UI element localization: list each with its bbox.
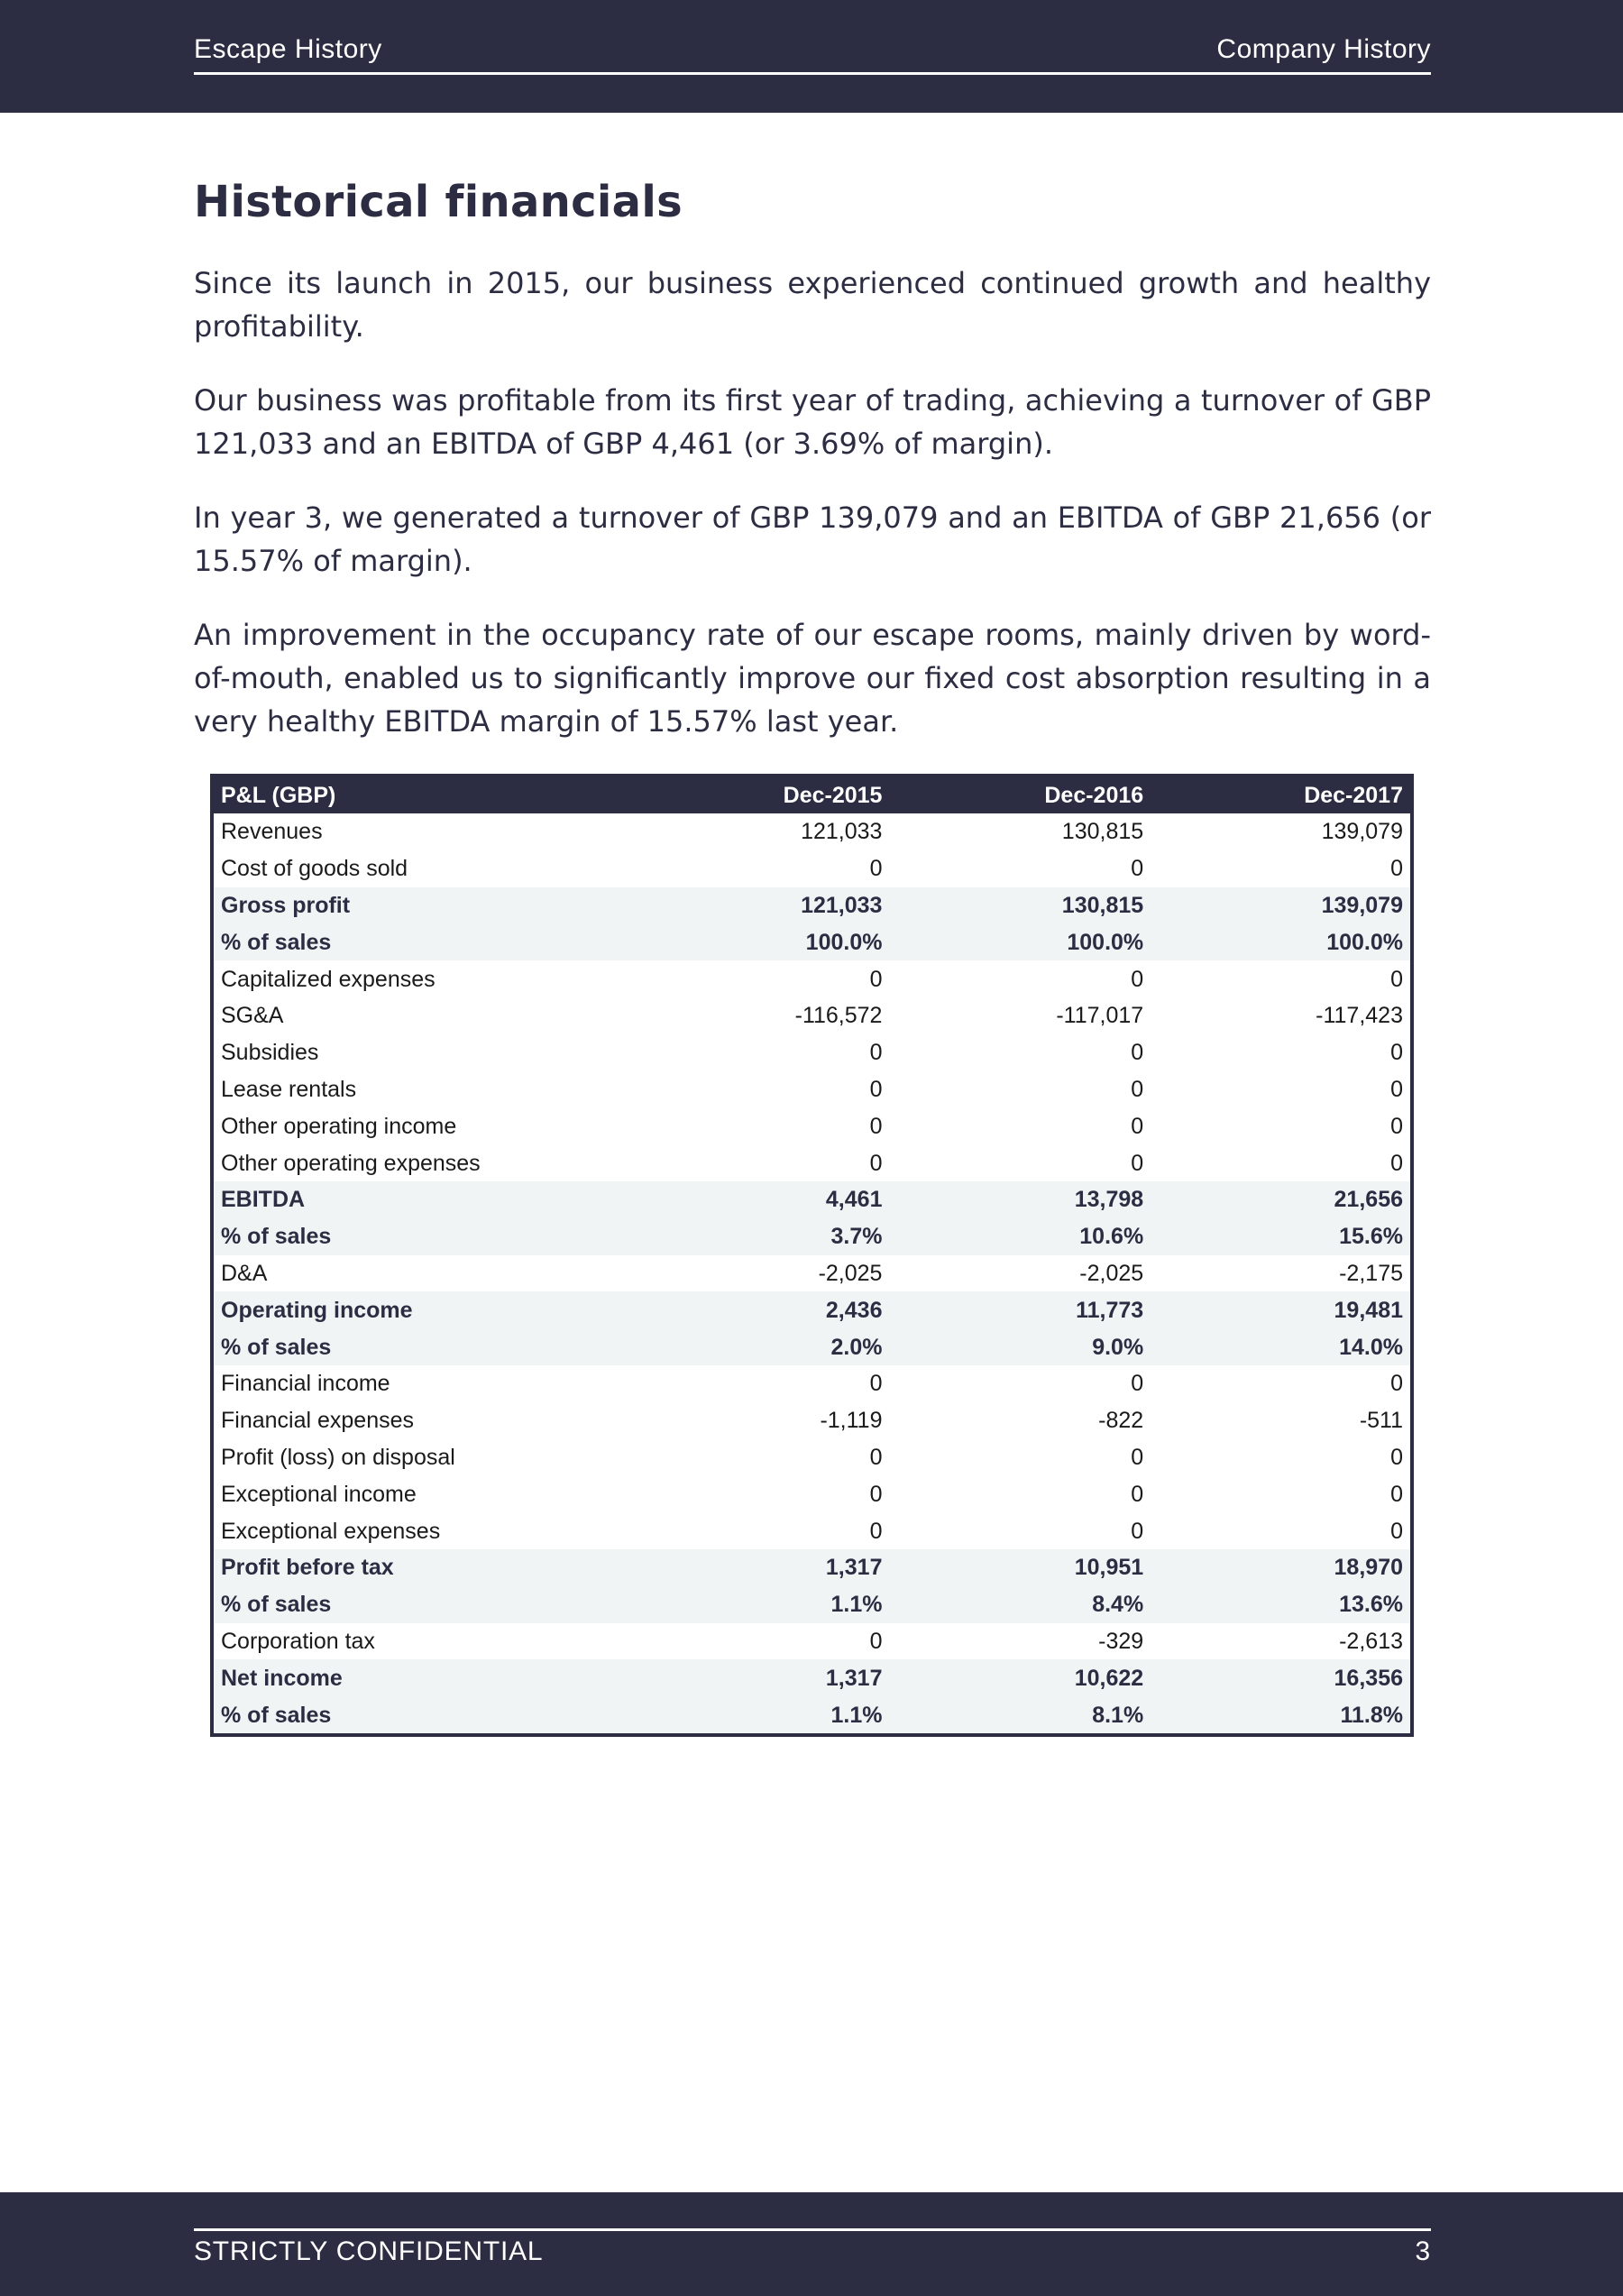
row-value: 139,079	[1151, 887, 1412, 924]
row-value: 0	[869, 1076, 883, 1102]
row-value: 11,773	[889, 1291, 1151, 1328]
row-value: 1,317	[646, 1549, 890, 1586]
table-row	[212, 997, 1412, 1034]
row-value: 10,951	[889, 1549, 1151, 1586]
row-label: Profit (loss) on disposal	[221, 1444, 455, 1470]
table-row	[212, 1144, 1412, 1181]
row-value: 0	[1390, 856, 1403, 882]
row-value: 9.0%	[889, 1328, 1151, 1365]
row-value: 121,033	[801, 819, 883, 845]
row-label: Profit before tax	[212, 1549, 646, 1586]
row-value: 0	[1131, 1444, 1144, 1470]
row-label: Cost of goods sold	[221, 856, 408, 882]
row-value: 21,656	[1151, 1181, 1412, 1218]
table-row	[212, 960, 1412, 997]
row-label: Exceptional expenses	[221, 1518, 441, 1544]
table-row	[212, 1402, 1412, 1439]
row-value: 0	[1390, 1518, 1403, 1544]
page-title: Historical financials	[194, 177, 683, 227]
table-body	[212, 813, 1412, 1735]
page-number: 3	[1415, 2236, 1431, 2266]
row-value: 100.0%	[646, 923, 890, 960]
table-row	[212, 887, 1412, 924]
table-row	[212, 1107, 1412, 1144]
row-label: Other operating expenses	[221, 1150, 481, 1176]
row-label: % of sales	[212, 1696, 646, 1735]
row-label: D&A	[221, 1260, 268, 1286]
row-label: Net income	[212, 1659, 646, 1696]
row-label: SG&A	[221, 1003, 284, 1029]
row-value: -822	[1098, 1408, 1144, 1434]
row-value: 100.0%	[889, 923, 1151, 960]
row-value: 15.6%	[1151, 1218, 1412, 1255]
row-value: 8.1%	[889, 1696, 1151, 1735]
row-value: 0	[869, 1444, 883, 1470]
table-header	[212, 776, 1412, 813]
row-label: Financial income	[221, 1371, 390, 1397]
row-label: Subsidies	[221, 1040, 319, 1066]
table-row	[212, 1365, 1412, 1402]
table-row	[212, 1623, 1412, 1660]
row-value: 121,033	[646, 887, 890, 924]
row-label: Other operating income	[221, 1113, 457, 1139]
row-label: % of sales	[212, 1586, 646, 1623]
row-value: 0	[869, 1040, 883, 1066]
row-value: -2,025	[818, 1260, 883, 1286]
row-value: 0	[1390, 1040, 1403, 1066]
row-value: 0	[869, 1371, 883, 1397]
row-label: Capitalized expenses	[221, 966, 436, 992]
table-row	[212, 1181, 1412, 1218]
row-value: 3.7%	[646, 1218, 890, 1255]
table-row	[212, 1696, 1412, 1735]
table-row	[212, 1439, 1412, 1476]
row-value: 0	[1131, 1040, 1144, 1066]
row-value: -2,613	[1339, 1628, 1403, 1654]
row-value: 14.0%	[1151, 1328, 1412, 1365]
row-value: 0	[1131, 966, 1144, 992]
page-footer	[0, 2192, 1623, 2296]
table-row	[212, 850, 1412, 887]
row-value: 1.1%	[646, 1696, 890, 1735]
row-value: -117,017	[1056, 1003, 1144, 1029]
page-header	[0, 0, 1623, 113]
row-value: 1,317	[646, 1659, 890, 1696]
row-label: Operating income	[212, 1291, 646, 1328]
body-text	[194, 262, 1431, 774]
paragraph: Since its launch in 2015, our business experienced continued growth and healthy profitability.	[194, 266, 1431, 344]
row-value: 16,356	[1151, 1659, 1412, 1696]
row-value: 0	[869, 1518, 883, 1544]
column-header-dec-2015: Dec-2015	[646, 776, 890, 813]
row-value: 0	[1131, 1113, 1144, 1139]
table-row	[212, 1218, 1412, 1255]
table-row	[212, 1328, 1412, 1365]
row-label: EBITDA	[212, 1181, 646, 1218]
row-value: -117,423	[1316, 1003, 1403, 1029]
row-value: 1.1%	[646, 1586, 890, 1623]
column-header-label: P&L (GBP)	[212, 776, 646, 813]
table-row	[212, 1512, 1412, 1549]
row-label: Gross profit	[212, 887, 646, 924]
table-row	[212, 1549, 1412, 1586]
row-value: 0	[869, 856, 883, 882]
table-header-row	[212, 776, 1412, 813]
row-value: 2.0%	[646, 1328, 890, 1365]
row-value: 13,798	[889, 1181, 1151, 1218]
row-label: Revenues	[221, 819, 323, 845]
row-label: % of sales	[212, 1328, 646, 1365]
row-value: 8.4%	[889, 1586, 1151, 1623]
row-label: % of sales	[212, 1218, 646, 1255]
row-value: 2,436	[646, 1291, 890, 1328]
pl-table	[210, 774, 1414, 1737]
row-value: 0	[869, 1481, 883, 1507]
table-row	[212, 813, 1412, 850]
row-value: -511	[1359, 1408, 1403, 1434]
row-value: 0	[1131, 1150, 1144, 1176]
row-value: 139,079	[1321, 819, 1403, 845]
row-value: 0	[1131, 856, 1144, 882]
paragraph: An improvement in the occupancy rate of our escape rooms, mainly driven by word-of-mouth, enabled us to significantly improve our fixed cost absorption resulting in a very healthy EBITDA margin of 15.57% last year.	[194, 618, 1431, 739]
table-row	[212, 1291, 1412, 1328]
row-label: Financial expenses	[221, 1408, 415, 1434]
row-value: 0	[869, 966, 883, 992]
row-value: 4,461	[646, 1181, 890, 1218]
row-value: 0	[1131, 1371, 1144, 1397]
table-row	[212, 1659, 1412, 1696]
row-value: 0	[1390, 1076, 1403, 1102]
table-row	[212, 1255, 1412, 1292]
row-value: 0	[1390, 1481, 1403, 1507]
row-value: -329	[1098, 1628, 1144, 1654]
row-value: 0	[1131, 1518, 1144, 1544]
row-value: 0	[1390, 1371, 1403, 1397]
row-value: 10.6%	[889, 1218, 1151, 1255]
column-header-dec-2016: Dec-2016	[889, 776, 1151, 813]
header-company-name: Escape History	[194, 34, 382, 64]
row-label: Corporation tax	[221, 1628, 375, 1654]
row-value: -2,175	[1339, 1260, 1403, 1286]
row-value: 18,970	[1151, 1549, 1412, 1586]
row-value: 100.0%	[1151, 923, 1412, 960]
row-value: -116,572	[794, 1003, 883, 1029]
row-value: 0	[869, 1628, 883, 1654]
row-label: Lease rentals	[221, 1076, 357, 1102]
table-row	[212, 1586, 1412, 1623]
row-value: 0	[1390, 1150, 1403, 1176]
row-value: 0	[1390, 1113, 1403, 1139]
row-value: 0	[869, 1113, 883, 1139]
row-value: -2,025	[1079, 1260, 1144, 1286]
row-value: 13.6%	[1151, 1586, 1412, 1623]
row-value: 0	[869, 1150, 883, 1176]
table-row	[212, 1071, 1412, 1108]
row-value: 19,481	[1151, 1291, 1412, 1328]
header-section-title: Company History	[1216, 34, 1431, 64]
row-label: Exceptional income	[221, 1481, 417, 1507]
row-value: 10,622	[889, 1659, 1151, 1696]
table-row	[212, 923, 1412, 960]
row-value: 130,815	[1061, 819, 1144, 845]
paragraph: In year 3, we generated a turnover of GBP 139,079 and an EBITDA of GBP 21,656 (or 15.57% of margin).	[194, 501, 1431, 578]
header-bar	[194, 32, 1431, 75]
table-row	[212, 1475, 1412, 1512]
row-value: 0	[1131, 1481, 1144, 1507]
row-value: 0	[1390, 1444, 1403, 1470]
row-value: 0	[1390, 966, 1403, 992]
row-label: % of sales	[212, 923, 646, 960]
row-value: 130,815	[889, 887, 1151, 924]
row-value: 0	[1131, 1076, 1144, 1102]
row-value: 11.8%	[1151, 1696, 1412, 1735]
paragraph: Our business was profitable from its first year of trading, achieving a turnover of GBP 121,033 and an EBITDA of GBP 4,461 (or 3.69% of margin).	[194, 383, 1431, 461]
confidentiality-notice: STRICTLY CONFIDENTIAL	[194, 2236, 544, 2266]
row-value: -1,119	[820, 1408, 883, 1434]
table-row	[212, 1034, 1412, 1071]
column-header-dec-2017: Dec-2017	[1151, 776, 1412, 813]
footer-bar	[194, 2228, 1431, 2276]
